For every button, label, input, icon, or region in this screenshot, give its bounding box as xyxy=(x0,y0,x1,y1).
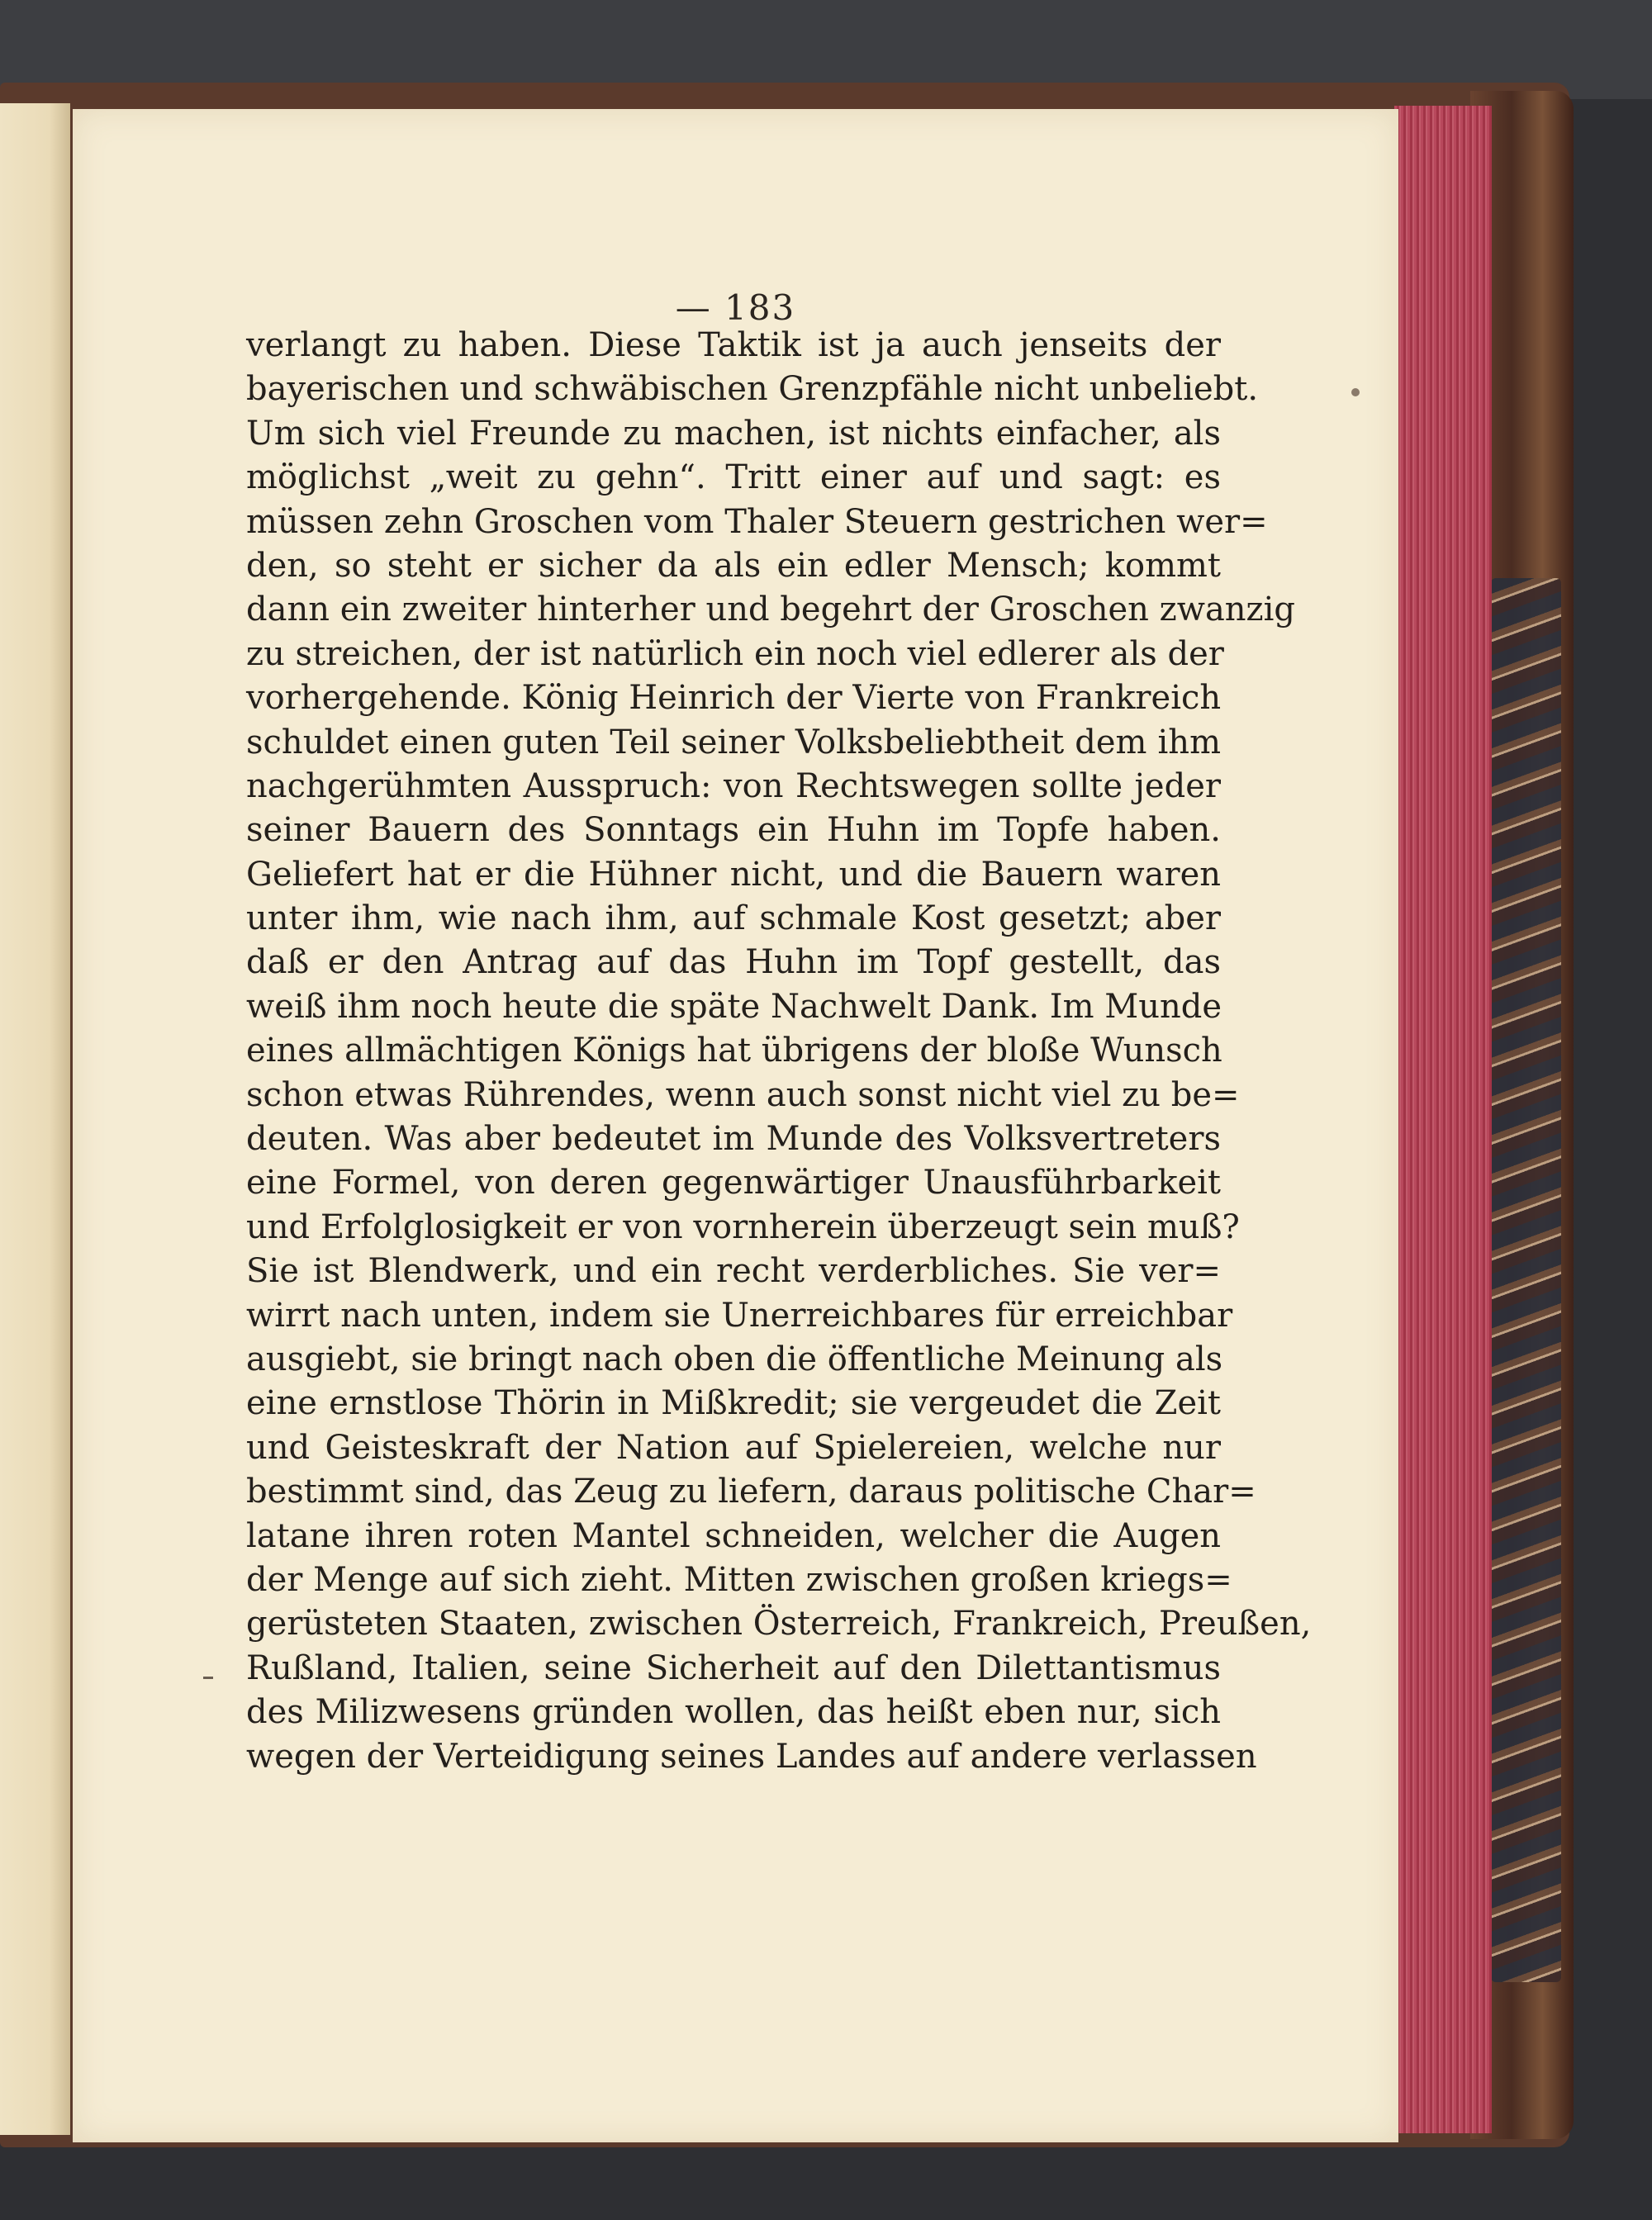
text-line: eine Formel, von deren gegenwärtiger Unausführbarkeit xyxy=(246,1164,1221,1202)
page-stain xyxy=(1351,388,1360,396)
text-line: dann ein zweiter hinterher und begehrt der Groschen zwanzig xyxy=(246,591,1296,629)
text-line: Geliefert hat er die Hühner nicht, und die Bauern waren xyxy=(246,855,1221,894)
text-line: des Milizwesens gründen wollen, das heißt eben nur, sich xyxy=(246,1693,1221,1732)
text-line: bestimmt sind, das Zeug zu liefern, daraus politische Char= xyxy=(246,1473,1256,1511)
text-line: müssen zehn Groschen vom Thaler Steuern gestrichen wer= xyxy=(246,502,1268,541)
left-page xyxy=(0,103,70,2135)
text-line: latane ihren roten Mantel schneiden, welcher die Augen xyxy=(246,1516,1221,1555)
text-line: gerüsteten Staaten, zwischen Österreich, Frankreich, Preußen, xyxy=(246,1605,1312,1644)
text-line: verlangt zu haben. Diese Taktik ist ja auch jenseits der xyxy=(246,326,1221,364)
text-line: zu streichen, der ist natürlich ein noch viel edlerer als der xyxy=(246,634,1224,673)
page-edges xyxy=(1394,106,1492,2133)
text-line: der Menge auf sich zieht. Mitten zwischen großen kriegs= xyxy=(246,1560,1232,1599)
text-line: den, so steht er sicher da als ein edler Mensch; kommt xyxy=(246,546,1221,585)
text-line: weiß ihm noch heute die späte Nachwelt Dank. Im Munde xyxy=(246,987,1222,1026)
text-line: unter ihm, wie nach ihm, auf schmale Kost gesetzt; aber xyxy=(246,899,1221,938)
text-line: eine ernstlose Thörin in Mißkredit; sie vergeudet die Zeit xyxy=(246,1384,1221,1423)
marbled-cover xyxy=(1491,578,1561,1982)
margin-mark xyxy=(203,1677,213,1679)
text-line: eines allmächtigen Königs hat übrigens der bloße Wunsch xyxy=(246,1032,1222,1070)
page-body xyxy=(246,324,1312,1779)
text-line: wirrt nach unten, indem sie Unerreichbares für erreichbar xyxy=(246,1296,1233,1335)
text-line: bayerischen und schwäbischen Grenzpfähle nicht unbeliebt. xyxy=(246,370,1259,409)
page-number: — 183 xyxy=(675,287,796,328)
text-line: Sie ist Blendwerk, und ein recht verderbliches. Sie ver= xyxy=(246,1252,1221,1291)
text-line: und Erfolglosigkeit er von vornherein überzeugt sein muß? xyxy=(246,1207,1240,1246)
text-line: deuten. Was aber bedeutet im Munde des Volksvertreters xyxy=(246,1120,1221,1159)
text-line: vorhergehende. König Heinrich der Vierte von Frankreich xyxy=(246,679,1222,718)
text-line: nachgerühmten Ausspruch: von Rechtswegen sollte jeder xyxy=(246,766,1221,805)
text-line: schon etwas Rührendes, wenn auch sonst nicht viel zu be= xyxy=(246,1075,1240,1114)
text-line: schuldet einen guten Teil seiner Volksbeliebtheit dem ihm xyxy=(246,723,1221,761)
text-line: ausgiebt, sie bringt nach oben die öffentliche Meinung als xyxy=(246,1340,1223,1378)
text-line: Rußland, Italien, seine Sicherheit auf den Dilettantismus xyxy=(246,1648,1221,1687)
book-page xyxy=(73,109,1398,2142)
text-line: seiner Bauern des Sonntags ein Huhn im Topfe haben. xyxy=(246,811,1221,850)
text-line: wegen der Verteidigung seines Landes auf andere verlassen xyxy=(246,1737,1257,1776)
text-line: daß er den Antrag auf das Huhn im Topf gestellt, das xyxy=(246,943,1221,982)
text-line: und Geisteskraft der Nation auf Spielereien, welche nur xyxy=(246,1428,1221,1467)
text-line: möglichst „weit zu gehn“. Tritt einer auf und sagt: es xyxy=(246,458,1221,497)
text-line: Um sich viel Freunde zu machen, ist nichts einfacher, als xyxy=(246,414,1221,453)
